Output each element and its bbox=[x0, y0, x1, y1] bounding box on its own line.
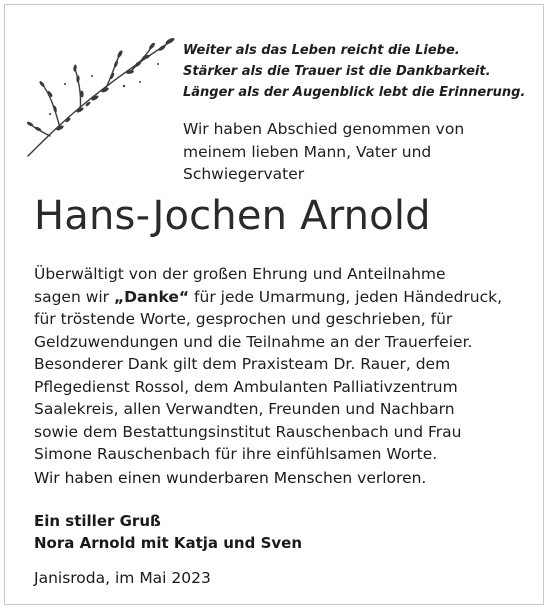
branch-illustration bbox=[20, 24, 185, 159]
body-line bbox=[34, 286, 534, 309]
intro-line: meinem lieben Mann, Vater und bbox=[183, 142, 432, 161]
loss-statement: Wir haben einen wunderbaren Menschen verloren. bbox=[34, 469, 427, 487]
memorial-quote bbox=[183, 40, 533, 103]
body-line: Pflegedienst Rossol, dem Ambulanten Palliativzentrum bbox=[34, 377, 458, 396]
body-line: Geldzuwendungen und die Teilnahme an der Trauerfeier. bbox=[34, 332, 473, 351]
thanks-text bbox=[34, 263, 534, 466]
body-line: für tröstende Worte, gesprochen und geschrieben, für bbox=[34, 310, 453, 328]
body-text: für jede Umarmung, jeden Händedruck, bbox=[189, 287, 503, 306]
body-line: Überwältigt von der großen Ehrung und Anteilnahme bbox=[34, 265, 446, 283]
body-line: Besonderer Dank gilt dem Praxisteam Dr. Rauer, dem bbox=[34, 355, 451, 373]
intro-line: Wir haben Abschied genommen von bbox=[183, 120, 465, 138]
quote-line: Länger als der Augenblick lebt die Erinnerung. bbox=[183, 85, 526, 100]
intro-line: Schwiegervater bbox=[183, 165, 305, 183]
quote-line: Weiter als das Leben reicht die Liebe. bbox=[183, 43, 460, 58]
quote-line: Stärker als die Trauer ist die Dankbarkeit. bbox=[183, 64, 491, 79]
greeting-line: Ein stiller Gruß bbox=[34, 512, 161, 530]
body-line: Simone Rauschenbach für ihre einfühlsamen Worte. bbox=[34, 445, 438, 463]
deceased-name: Hans-Jochen Arnold bbox=[34, 193, 431, 239]
danke-emphasis: „Danke“ bbox=[113, 287, 190, 306]
place-and-date: Janisroda, im Mai 2023 bbox=[34, 569, 211, 587]
greeting-signature bbox=[34, 510, 302, 554]
farewell-intro bbox=[183, 118, 523, 186]
body-text: sagen wir bbox=[34, 287, 114, 306]
signatories: Nora Arnold mit Katja und Sven bbox=[34, 534, 303, 552]
body-line: Saalekreis, allen Verwandten, Freunden und Nachbarn bbox=[34, 400, 455, 418]
body-line: sowie dem Bestattungsinstitut Rauschenbach und Frau bbox=[34, 422, 462, 441]
